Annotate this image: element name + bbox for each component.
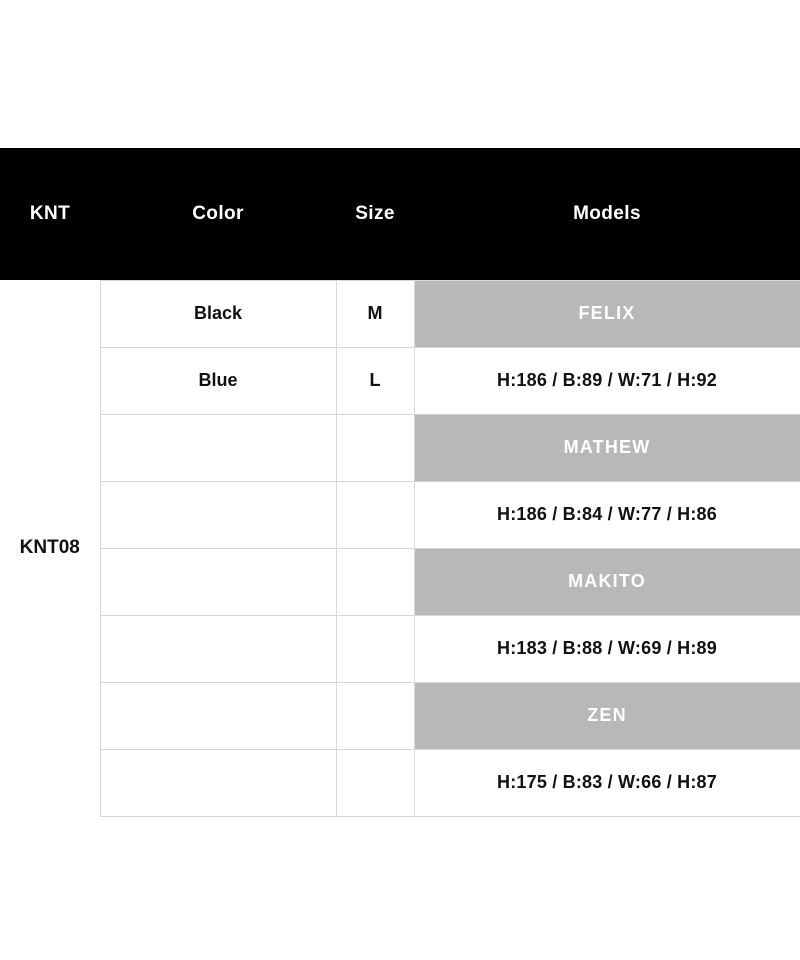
product-spec-table [0,148,800,817]
color-cell-empty [100,481,336,548]
knt-code-cell: KNT08 [0,280,100,816]
table-row [0,749,800,816]
bottom-blank-area [0,817,800,960]
color-cell-empty [100,548,336,615]
table-head [0,148,800,280]
model-name-zen: ZEN [414,682,800,749]
size-cell-empty [336,414,414,481]
column-header-size: Size [336,148,414,280]
model-measurements-felix: H:186 / B:89 / W:71 / H:92 [414,347,800,414]
column-header-knt: KNT [0,148,100,280]
color-cell-empty [100,682,336,749]
model-measurements-zen: H:175 / B:83 / W:66 / H:87 [414,749,800,816]
color-cell-black: Black [100,280,336,347]
size-cell-empty [336,749,414,816]
size-cell-empty [336,481,414,548]
model-measurements-mathew: H:186 / B:84 / W:77 / H:86 [414,481,800,548]
color-cell-empty [100,749,336,816]
table-row [0,481,800,548]
table-row [0,414,800,481]
color-cell-blue: Blue [100,347,336,414]
color-cell-empty [100,615,336,682]
size-cell-empty [336,548,414,615]
model-name-makito: MAKITO [414,548,800,615]
top-blank-area [0,0,800,148]
column-header-models: Models [414,148,800,280]
table-body [0,280,800,816]
table-row [0,682,800,749]
table-row [0,347,800,414]
column-header-color: Color [100,148,336,280]
color-cell-empty [100,414,336,481]
model-name-mathew: MATHEW [414,414,800,481]
model-measurements-makito: H:183 / B:88 / W:69 / H:89 [414,615,800,682]
size-cell-l: L [336,347,414,414]
size-cell-m: M [336,280,414,347]
table-row [0,615,800,682]
spec-table-container [0,148,800,817]
table-row [0,280,800,347]
table-row [0,548,800,615]
size-cell-empty [336,682,414,749]
size-cell-empty [336,615,414,682]
model-name-felix: FELIX [414,280,800,347]
table-header-row [0,148,800,280]
